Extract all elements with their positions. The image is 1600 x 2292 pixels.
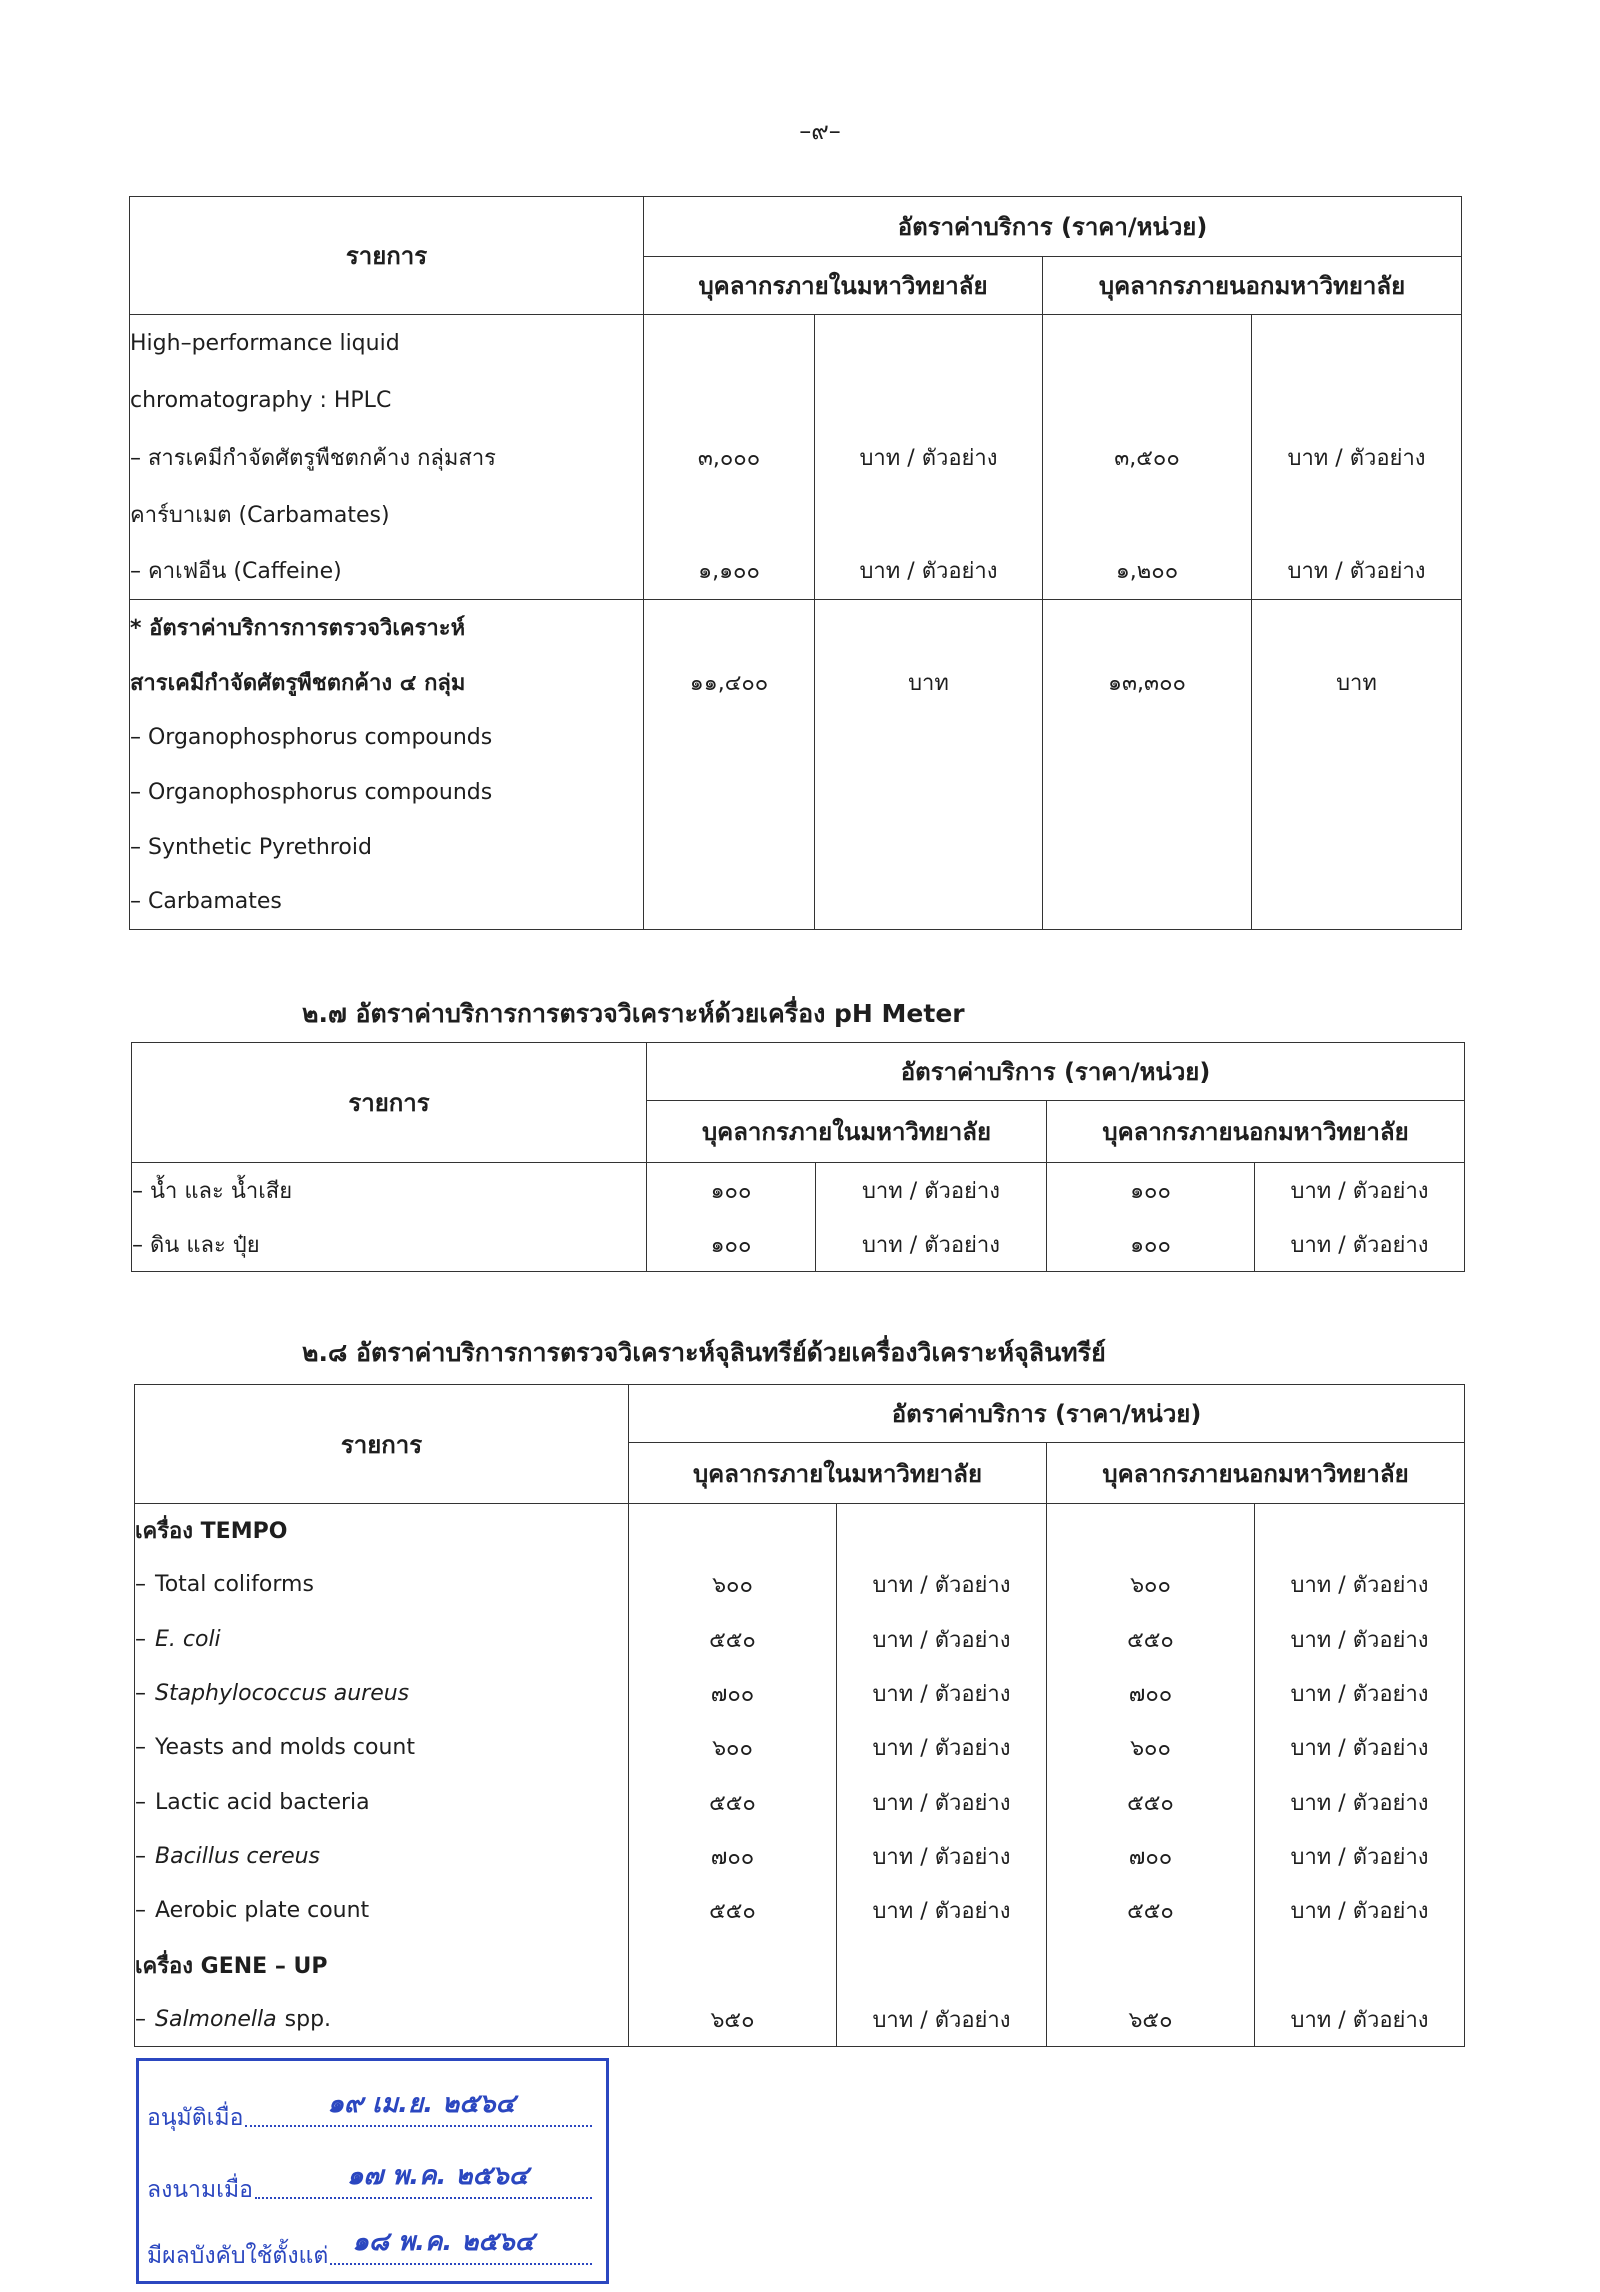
external-price-cell: ๖๐๐ (1047, 1721, 1255, 1775)
empty-value-cell (815, 315, 1043, 372)
header-item: รายการ (135, 1385, 629, 1504)
external-price-cell: ๖๕๐ (1047, 1992, 1255, 2046)
machine-row (135, 1504, 1465, 1558)
external-price-cell: ๑๓,๓๐๐ (1043, 655, 1252, 710)
test-name-cell (135, 1829, 629, 1883)
test-row (135, 1992, 1465, 2046)
internal-unit-cell: บาท / ตัวอย่าง (837, 1992, 1047, 2046)
empty-value-cell (837, 1504, 1047, 1558)
dash-mark: – (135, 1789, 146, 1815)
hplc-rate-table (129, 196, 1462, 930)
empty-value-cell (815, 765, 1043, 820)
dash-mark: – (135, 1735, 146, 1761)
external-unit-cell: บาท (1252, 655, 1462, 710)
internal-unit-cell: บาท (815, 655, 1043, 710)
header-external-staff: บุคลากรภายนอกมหาวิทยาลัย (1047, 1101, 1465, 1163)
empty-value-cell (1043, 486, 1252, 543)
empty-value-cell (815, 820, 1043, 875)
table-row (130, 820, 1462, 875)
approval-stamp (136, 2058, 609, 2284)
external-unit-cell: บาท / ตัวอย่าง (1255, 1829, 1465, 1883)
empty-value-cell (1255, 1504, 1465, 1558)
empty-value-cell (1043, 600, 1252, 655)
header-internal-staff: บุคลากรภายในมหาวิทยาลัย (644, 257, 1043, 315)
empty-value-cell (1252, 315, 1462, 372)
table-row (130, 315, 1462, 372)
empty-value-cell (815, 600, 1043, 655)
stamp-effective-line (147, 2221, 592, 2271)
dotted-leader (255, 2157, 592, 2199)
table-row (132, 1163, 1465, 1218)
empty-value-cell (644, 372, 815, 429)
item-cell: – Synthetic Pyrethroid (130, 820, 644, 875)
empty-value-cell (1252, 875, 1462, 930)
empty-value-cell (1043, 315, 1252, 372)
external-unit-cell: บาท / ตัวอย่าง (1255, 1612, 1465, 1666)
empty-value-cell (1252, 820, 1462, 875)
internal-unit-cell: บาท / ตัวอย่าง (815, 429, 1043, 486)
item-cell: – Organophosphorus compounds (130, 765, 644, 820)
item-cell: * อัตราค่าบริการการตรวจวิเคราะห์ (130, 600, 644, 655)
empty-value-cell (815, 372, 1043, 429)
table-row (132, 1217, 1465, 1272)
dash-mark: – (135, 1572, 146, 1598)
header-external-staff: บุคลากรภายนอกมหาวิทยาลัย (1047, 1443, 1465, 1504)
stamp-signed-label: ลงนามเมื่อ (147, 2177, 253, 2203)
organism-name: Salmonella (155, 2006, 277, 2032)
test-name-cell (135, 1612, 629, 1666)
internal-price-cell: ๖๐๐ (629, 1721, 837, 1775)
test-name: Lactic acid bacteria (155, 1789, 370, 1815)
hplc-rate-rows (130, 315, 1462, 930)
table-row (130, 429, 1462, 486)
item-cell: สารเคมีกำจัดศัตรูพืชตกค้าง ๔ กลุ่ม (130, 655, 644, 710)
empty-value-cell (629, 1938, 837, 1992)
internal-price-cell: ๕๕๐ (629, 1884, 837, 1938)
organism-name: Staphylococcus aureus (155, 1681, 410, 1707)
internal-price-cell: ๕๕๐ (629, 1612, 837, 1666)
empty-value-cell (644, 600, 815, 655)
external-price-cell: ๑๐๐ (1047, 1217, 1255, 1272)
header-service-rate: อัตราค่าบริการ (ราคา/หน่วย) (629, 1385, 1465, 1443)
external-unit-cell: บาท / ตัวอย่าง (1255, 1721, 1465, 1775)
organism-name: E. coli (155, 1626, 221, 1652)
test-name-cell (135, 1558, 629, 1612)
dash-mark: – (135, 1898, 146, 1924)
external-unit-cell: บาท / ตัวอย่าง (1255, 1217, 1465, 1272)
internal-price-cell: ๑๐๐ (647, 1217, 816, 1272)
stamp-effective-date: ๑๘ พ.ค. ๒๕๖๔ (352, 2227, 535, 2257)
test-row (135, 1884, 1465, 1938)
empty-value-cell (644, 765, 815, 820)
empty-value-cell (815, 486, 1043, 543)
empty-value-cell (1047, 1938, 1255, 1992)
internal-unit-cell: บาท / ตัวอย่าง (837, 1612, 1047, 1666)
external-unit-cell: บาท / ตัวอย่าง (1255, 1775, 1465, 1829)
machine-row (135, 1938, 1465, 1992)
stamp-signed-line (147, 2155, 592, 2205)
empty-value-cell (644, 315, 815, 372)
external-price-cell: ๕๕๐ (1047, 1775, 1255, 1829)
stamp-approved-date: ๑๙ เม.ย. ๒๕๖๔ (327, 2089, 516, 2119)
internal-price-cell: ๑๑,๔๐๐ (644, 655, 815, 710)
test-name: spp. (284, 2006, 332, 2032)
external-unit-cell: บาท / ตัวอย่าง (1255, 1666, 1465, 1720)
empty-value-cell (644, 710, 815, 765)
item-cell: chromatography : HPLC (130, 372, 644, 429)
table-row (130, 600, 1462, 655)
external-price-cell: ๓,๕๐๐ (1043, 429, 1252, 486)
internal-price-cell: ๓,๐๐๐ (644, 429, 815, 486)
internal-unit-cell: บาท / ตัวอย่าง (816, 1217, 1047, 1272)
external-price-cell: ๖๐๐ (1047, 1558, 1255, 1612)
empty-value-cell (1043, 765, 1252, 820)
empty-value-cell (1252, 486, 1462, 543)
item-cell: – น้ำ และ น้ำเสีย (132, 1163, 647, 1218)
test-name-cell (135, 1775, 629, 1829)
external-price-cell: ๑๐๐ (1047, 1163, 1255, 1218)
table-row (130, 875, 1462, 930)
header-item: รายการ (132, 1043, 647, 1163)
dash-mark: – (135, 1843, 146, 1869)
empty-value-cell (1255, 1938, 1465, 1992)
table-row (130, 710, 1462, 765)
external-price-cell: ๕๕๐ (1047, 1884, 1255, 1938)
empty-value-cell (629, 1504, 837, 1558)
table-row (130, 372, 1462, 429)
test-name-cell (135, 1721, 629, 1775)
item-cell: – สารเคมีกำจัดศัตรูพืชตกค้าง กลุ่มสาร (130, 429, 644, 486)
header-internal-staff: บุคลากรภายในมหาวิทยาลัย (629, 1443, 1047, 1504)
external-unit-cell: บาท / ตัวอย่าง (1255, 1558, 1465, 1612)
table-row (130, 543, 1462, 600)
internal-price-cell: ๑๐๐ (647, 1163, 816, 1218)
empty-value-cell (644, 875, 815, 930)
ph-meter-rate-table (131, 1042, 1465, 1272)
external-unit-cell: บาท / ตัวอย่าง (1252, 543, 1462, 600)
internal-unit-cell: บาท / ตัวอย่าง (837, 1775, 1047, 1829)
external-unit-cell: บาท / ตัวอย่าง (1252, 429, 1462, 486)
test-row (135, 1721, 1465, 1775)
dash-mark: – (135, 1681, 146, 1707)
internal-unit-cell: บาท / ตัวอย่าง (837, 1721, 1047, 1775)
item-cell: – Organophosphorus compounds (130, 710, 644, 765)
item-cell: – ดิน และ ปุ๋ย (132, 1217, 647, 1272)
test-row (135, 1558, 1465, 1612)
empty-value-cell (1043, 820, 1252, 875)
item-cell: คาร์บาเมต (Carbamates) (130, 486, 644, 543)
empty-value-cell (644, 486, 815, 543)
internal-unit-cell: บาท / ตัวอย่าง (816, 1163, 1047, 1218)
table-row (130, 486, 1462, 543)
internal-price-cell: ๗๐๐ (629, 1666, 837, 1720)
test-name: Yeasts and molds count (155, 1735, 415, 1761)
external-unit-cell: บาท / ตัวอย่าง (1255, 1163, 1465, 1218)
external-unit-cell: บาท / ตัวอย่าง (1255, 1992, 1465, 2046)
empty-value-cell (1047, 1504, 1255, 1558)
test-row (135, 1612, 1465, 1666)
empty-value-cell (644, 820, 815, 875)
stamp-signed-date: ๑๗ พ.ค. ๒๕๖๔ (346, 2161, 529, 2191)
internal-price-cell: ๖๐๐ (629, 1558, 837, 1612)
external-price-cell: ๑,๒๐๐ (1043, 543, 1252, 600)
test-row (135, 1775, 1465, 1829)
empty-value-cell (837, 1938, 1047, 1992)
internal-price-cell: ๖๕๐ (629, 1992, 837, 2046)
test-name-cell (135, 1884, 629, 1938)
external-unit-cell: บาท / ตัวอย่าง (1255, 1884, 1465, 1938)
test-name: Total coliforms (155, 1572, 314, 1598)
item-cell: High–performance liquid (130, 315, 644, 372)
test-row (135, 1829, 1465, 1883)
empty-value-cell (815, 875, 1043, 930)
stamp-approved-label: อนุมัติเมื่อ (147, 2105, 244, 2131)
empty-value-cell (1043, 710, 1252, 765)
microbial-rate-rows (135, 1504, 1465, 2047)
empty-value-cell (1252, 372, 1462, 429)
header-item: รายการ (130, 197, 644, 315)
header-service-rate: อัตราค่าบริการ (ราคา/หน่วย) (644, 197, 1462, 257)
external-price-cell: ๗๐๐ (1047, 1829, 1255, 1883)
dash-mark: – (135, 2006, 146, 2032)
table-row (130, 765, 1462, 820)
empty-value-cell (1252, 765, 1462, 820)
microbial-rate-table (134, 1384, 1465, 2047)
internal-unit-cell: บาท / ตัวอย่าง (837, 1558, 1047, 1612)
external-price-cell: ๗๐๐ (1047, 1666, 1255, 1720)
table-row (130, 655, 1462, 710)
dotted-leader (330, 2223, 592, 2265)
internal-unit-cell: บาท / ตัวอย่าง (815, 543, 1043, 600)
item-cell: – Carbamates (130, 875, 644, 930)
header-internal-staff: บุคลากรภายในมหาวิทยาลัย (647, 1101, 1047, 1163)
test-name-cell (135, 1992, 629, 2046)
header-service-rate: อัตราค่าบริการ (ราคา/หน่วย) (647, 1043, 1465, 1101)
section-heading-ph-meter: ๒.๗ อัตราค่าบริการการตรวจวิเคราะห์ด้วยเครื่อง pH Meter (302, 999, 965, 1028)
internal-price-cell: ๑,๑๐๐ (644, 543, 815, 600)
internal-price-cell: ๗๐๐ (629, 1829, 837, 1883)
dash-mark: – (135, 1626, 146, 1652)
internal-price-cell: ๕๕๐ (629, 1775, 837, 1829)
ph-meter-rate-rows (132, 1163, 1465, 1272)
test-name-cell (135, 1666, 629, 1720)
empty-value-cell (1252, 600, 1462, 655)
internal-unit-cell: บาท / ตัวอย่าง (837, 1884, 1047, 1938)
empty-value-cell (815, 710, 1043, 765)
empty-value-cell (1043, 875, 1252, 930)
header-external-staff: บุคลากรภายนอกมหาวิทยาลัย (1043, 257, 1462, 315)
page-number: –๙– (799, 117, 841, 145)
internal-unit-cell: บาท / ตัวอย่าง (837, 1829, 1047, 1883)
empty-value-cell (1252, 710, 1462, 765)
external-price-cell: ๕๕๐ (1047, 1612, 1255, 1666)
section-heading-microbial-analysis: ๒.๘ อัตราค่าบริการการตรวจวิเคราะห์จุลินทรีย์ด้วยเครื่องวิเคราะห์จุลินทรีย์ (302, 1338, 1106, 1367)
organism-name: Bacillus cereus (155, 1843, 321, 1869)
stamp-approved-line (147, 2083, 592, 2133)
stamp-effective-label: มีผลบังคับใช้ตั้งแต่ (147, 2243, 329, 2269)
test-row (135, 1666, 1465, 1720)
internal-unit-cell: บาท / ตัวอย่าง (837, 1666, 1047, 1720)
machine-name: เครื่อง TEMPO (135, 1504, 629, 1558)
item-cell: – คาเฟอีน (Caffeine) (130, 543, 644, 600)
test-name: Aerobic plate count (155, 1898, 370, 1924)
dotted-leader (245, 2085, 592, 2127)
machine-name: เครื่อง GENE – UP (135, 1938, 629, 1992)
empty-value-cell (1043, 372, 1252, 429)
